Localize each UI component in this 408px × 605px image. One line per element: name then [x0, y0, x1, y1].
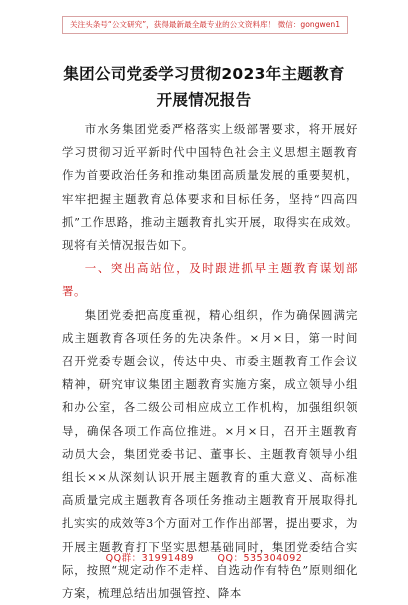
section-heading-1: 一、突出高站位，及时跟进抓早主题教育谋划部署。	[62, 261, 358, 299]
promo-banner: 关注头条号“公文研究”，获得最新最全最专业的公文资料库！ 微信：gongwen1	[62, 16, 348, 34]
document-title-line1: 集团公司党委学习贯彻2023年主题教育	[63, 65, 345, 83]
qq-group-text: QQ群：31991489	[105, 553, 194, 564]
document-title-line2: 开展情况报告	[156, 91, 252, 109]
section-1-paragraph: 集团党委把高度重视，精心组织，作为确保圆满完成主题教育各项任务的先决条件。×月×日，第一时间召开党委专题会议，传达中央、市委主题教育工作会议精神，研究审议集团主题教育实施方案，成立领导小组和办公室，各二级公司相应成立工作机构，加强组织领导，确保各项工作高位推进。×月×日，召开主题教育动员大会，集团党委书记、董事长、主题教育领导小组组长××从深刻认识开展主题教育的重大意义、高标准高质量完成主题教育各项任务推动主题教育开展取得扎扎实实的成效等3个方面对工作作出部署，提出要求，为开展主题教育打下坚实思想基础同时，集团党委结合实际，按照“规定动作不走样、自选动作有特色”原则细化方案，梳理总结出加强管控、降本	[62, 307, 358, 601]
footer-contact	[0, 550, 408, 564]
qq-text: QQ：535304092	[217, 553, 303, 564]
document-body	[62, 118, 358, 605]
intro-paragraph: 市水务集团党委严格落实上级部署要求，将开展好学习贯彻习近平新时代中国特色社会主义思想主题教育作为首要政治任务和推动集团高质量发展的重要契机，牢牢把握主题教育总体要求和目标任务，坚持“四高四抓”工作思路，推动主题教育扎实开展，取得实在成效。现将有关情况报告如下。	[62, 122, 358, 253]
